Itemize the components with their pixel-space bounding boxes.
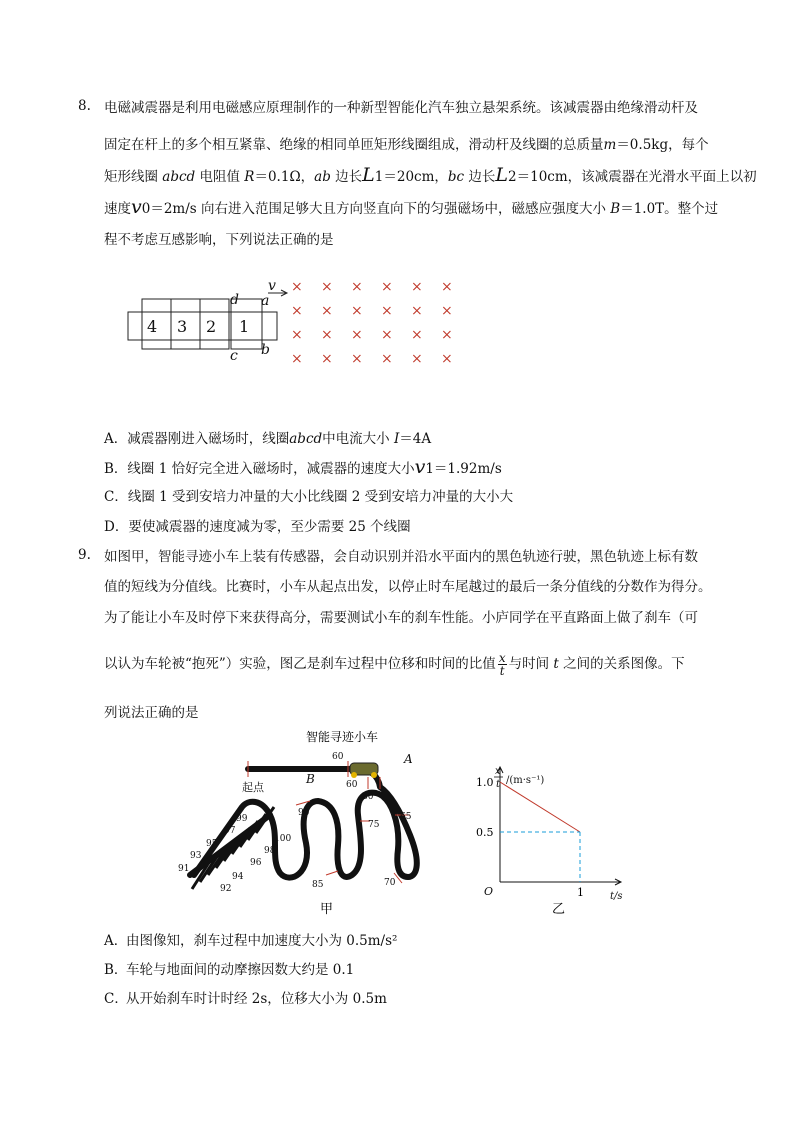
var-ab: ab [314, 169, 331, 185]
point-A: A [404, 752, 413, 766]
question-text-line: 电磁减震器是利用电磁感应原理制作的一种新型智能化汽车独立悬架系统。该减震器由绝缘滑动杆及 [104, 100, 698, 116]
var-m: m [603, 137, 617, 153]
score-label: 85 [312, 880, 324, 890]
text-span: ＝0.5kg，每个 [616, 137, 709, 153]
option-b[interactable]: B． [104, 962, 128, 978]
option-text: 中电流大小 [322, 431, 390, 447]
fraction-x-over-t [498, 652, 507, 677]
option-text: 从开始刹车时计时经 2s，位移大小为 0.5m [126, 991, 387, 1007]
score-label: 65 [400, 812, 412, 822]
y-tick-label: 0.5 [476, 826, 494, 839]
field-mark: × [351, 279, 363, 295]
option-text: 线圈 1 受到安培力冲量的大小比线圈 2 受到安培力冲量的大小大 [127, 489, 514, 505]
option-a[interactable]: A． [104, 933, 128, 949]
option-var: v [414, 456, 426, 478]
text-span: 矩形线圈 [104, 169, 158, 185]
field-mark: × [291, 327, 303, 343]
question-text-line [104, 197, 718, 219]
field-mark: × [321, 279, 333, 295]
option-c[interactable]: C． [104, 991, 128, 1007]
score-label: 98 [264, 846, 276, 856]
var-bc: bc [447, 169, 465, 185]
score-label: 80 [362, 792, 374, 802]
car-icon [350, 763, 378, 778]
ylabel-den: t [496, 779, 501, 790]
question-text-line [104, 652, 685, 677]
graph-marks [476, 776, 584, 899]
question-text-line: 程不考虑互感影响，下列说法正确的是 [104, 232, 334, 248]
series-line [500, 782, 580, 832]
field-mark: × [441, 327, 453, 343]
field-mark: × [381, 279, 393, 295]
text-span: 以认为车轮被“抱死”）实验，图乙是刹车过程中位移和时间的比值 [104, 656, 496, 672]
field-mark: × [411, 351, 423, 367]
score-label: 93 [190, 851, 202, 861]
question-text-line: 为了能让小车及时停下来获得高分，需要测试小车的刹车性能。小庐同学在平直路面上做了刹车（可 [104, 610, 698, 626]
field-mark: × [381, 351, 393, 367]
field-mark: × [411, 279, 423, 295]
ylabel-num: x [495, 766, 501, 777]
field-mark: × [441, 303, 453, 319]
question-text-line [104, 165, 757, 187]
score-label: 90 [298, 808, 310, 818]
option-var: abcd [289, 431, 323, 447]
magnetic-field [291, 279, 453, 367]
score-label: 99 [236, 814, 248, 824]
label-v: v [268, 278, 276, 294]
x-tick-label: 1 [577, 886, 584, 899]
option-a[interactable] [104, 429, 431, 449]
text-span: 之间的关系图像。下 [563, 656, 685, 672]
score-label: 95 [206, 839, 218, 849]
field-mark: × [411, 303, 423, 319]
option-c[interactable] [104, 487, 513, 507]
var-L2: L [495, 164, 509, 186]
xlabel: t/s [610, 891, 623, 902]
figure-caption-yi: 乙 [552, 902, 566, 917]
score-label: 96 [250, 858, 262, 868]
option-text: 要使减震器的速度减为零，至少需要 25 个线圈 [128, 519, 411, 535]
track-figure [170, 725, 470, 925]
score-label: 100 [274, 834, 292, 844]
coil-field-figure [0, 272, 800, 392]
xt-t-graph [470, 725, 640, 925]
option-text: 车轮与地面间的动摩擦因数大约是 0.1 [126, 962, 355, 978]
option-var: I [393, 431, 400, 447]
field-mark: × [441, 351, 453, 367]
label-b: b [261, 342, 270, 358]
field-mark: × [291, 351, 303, 367]
option-text: 1＝1.92m/s [425, 461, 502, 477]
text-span: 边长 [468, 169, 496, 185]
var-abcd: abcd [162, 169, 196, 185]
start-label: 起点 [242, 781, 264, 794]
option-label: B． [104, 461, 128, 477]
option-text: ＝4A [399, 431, 432, 447]
label-a: a [261, 293, 270, 309]
coil-label: 1 [239, 317, 250, 336]
y-tick-label: 1.0 [476, 776, 494, 789]
black-track [190, 769, 417, 878]
score-label: 92 [220, 884, 232, 894]
text-span: 电阻值 [199, 169, 240, 185]
score-label: 70 [384, 878, 396, 888]
var-t: t [553, 656, 559, 672]
option-text: 由图像知，刹车过程中加速度大小为 0.5m/s² [126, 933, 398, 949]
field-mark: × [381, 303, 393, 319]
question-number: 9. [78, 547, 91, 563]
question-text-line: 列说法正确的是 [104, 705, 199, 721]
point-B: B [306, 772, 315, 786]
field-mark: × [351, 303, 363, 319]
origin-label: O [484, 885, 494, 898]
score-label: 91 [178, 864, 190, 874]
question-text-line: 值的短线为分值线。比赛时，小车从起点出发，以停止时车尾越过的最后一条分值线的分数作为得分。 [104, 579, 712, 595]
option-text: 线圈 1 恰好完全进入磁场时，减震器的速度大小 [127, 461, 415, 477]
option-label: A． [104, 431, 128, 447]
field-mark: × [321, 327, 333, 343]
label-c: c [230, 348, 238, 364]
coil-label: 3 [177, 317, 188, 336]
field-mark: × [381, 327, 393, 343]
text-span: ＝0.1Ω， [254, 169, 315, 185]
label-d: d [230, 292, 239, 308]
option-text: 减震器刚进入磁场时，线圈 [127, 431, 290, 447]
var-v0: v [131, 196, 142, 218]
var-B: B [610, 201, 621, 217]
score-label: 94 [232, 872, 244, 882]
coil-label: 4 [147, 317, 158, 336]
var-L1: L [362, 164, 375, 186]
question-text-line: 如图甲，智能寻迹小车上装有传感器，会自动识别并沿水平面内的黑色轨迹行驶，黑色轨迹上标有数 [104, 549, 698, 565]
score-label: 75 [368, 820, 380, 830]
option-d[interactable] [104, 517, 411, 537]
figure-caption-jia: 甲 [320, 902, 334, 917]
question-number: 8. [78, 98, 91, 114]
score-label: 60 [346, 780, 358, 790]
option-b[interactable] [104, 457, 502, 479]
score-label: 60 [332, 752, 344, 762]
question-text-line [104, 135, 709, 155]
var-R: R [244, 169, 255, 185]
frac-num: x [498, 651, 506, 665]
score-label: 97 [224, 826, 236, 836]
text-span: 速度 [104, 201, 131, 217]
field-mark: × [321, 303, 333, 319]
field-mark: × [291, 279, 303, 295]
option-label: D． [104, 519, 129, 535]
ylabel-unit: /(m·s⁻¹) [506, 775, 545, 786]
text-span: 边长 [335, 169, 363, 185]
field-mark: × [291, 303, 303, 319]
option-label: C． [104, 489, 128, 505]
text-span: 0＝2m/s 向右进入范围足够大且方向竖直向下的匀强磁场中，磁感应强度大小 [141, 201, 606, 217]
text-span: 与时间 [508, 656, 550, 672]
frac-den: t [499, 664, 505, 678]
coil-label: 2 [206, 317, 217, 336]
text-span: 1＝20cm， [374, 169, 448, 185]
field-mark: × [351, 327, 363, 343]
field-mark: × [351, 351, 363, 367]
field-mark: × [441, 279, 453, 295]
text-span: ＝1.0T。整个过 [620, 201, 719, 217]
field-mark: × [321, 351, 333, 367]
text-span: 2＝10cm，该减震器在光滑水平面上以初 [508, 169, 757, 185]
field-mark: × [411, 327, 423, 343]
figure-title: 智能寻迹小车 [306, 730, 379, 744]
text-span: 固定在杆上的多个相互紧靠、绝缘的相同单匝矩形线圈组成，滑动杆及线圈的总质量 [104, 137, 604, 153]
